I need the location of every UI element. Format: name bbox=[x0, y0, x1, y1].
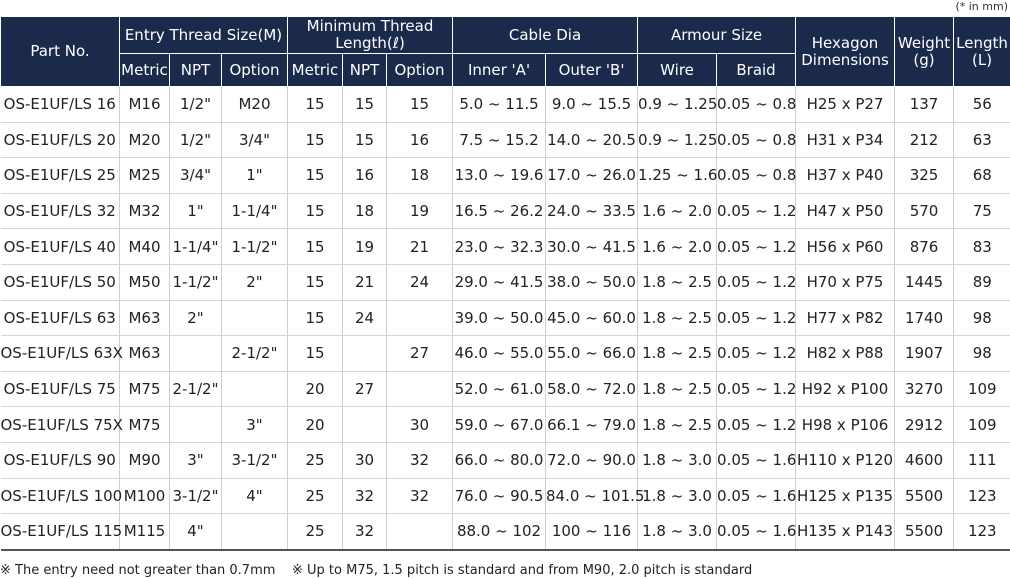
table-cell: 5.0 ~ 11.5 bbox=[453, 87, 546, 123]
col-length: Length (L) bbox=[954, 17, 1010, 87]
table-cell: 0.05 ~ 0.8 bbox=[717, 122, 796, 158]
table-cell: 19 bbox=[387, 193, 453, 229]
table-cell: 98 bbox=[954, 336, 1010, 372]
col-entry-metric: Metric bbox=[120, 54, 170, 87]
table-cell bbox=[387, 371, 453, 407]
table-cell: 83 bbox=[954, 229, 1010, 265]
table-cell: 56 bbox=[954, 87, 1010, 123]
table-cell: 21 bbox=[387, 229, 453, 265]
table-cell: 72.0 ~ 90.0 bbox=[546, 442, 638, 478]
table-cell: 2912 bbox=[895, 407, 954, 443]
table-cell: 23.0 ~ 32.3 bbox=[453, 229, 546, 265]
table-cell bbox=[343, 407, 387, 443]
table-cell: H70 x P75 bbox=[796, 264, 895, 300]
table-cell: 15 bbox=[288, 122, 343, 158]
table-cell: 3" bbox=[222, 407, 288, 443]
table-cell: 4" bbox=[170, 514, 222, 550]
table-cell: 16 bbox=[387, 122, 453, 158]
table-cell: 32 bbox=[387, 442, 453, 478]
col-wire: Wire bbox=[638, 54, 717, 87]
table-cell: OS-E1UF/LS 90 bbox=[1, 442, 120, 478]
table-cell: 0.05 ~ 1.2 bbox=[717, 264, 796, 300]
table-cell: 1" bbox=[222, 158, 288, 194]
table-cell: OS-E1UF/LS 20 bbox=[1, 122, 120, 158]
col-inner: Inner 'A' bbox=[453, 54, 546, 87]
table-row bbox=[1, 336, 1010, 372]
table-cell: 0.05 ~ 1.2 bbox=[717, 407, 796, 443]
table-cell: H37 x P40 bbox=[796, 158, 895, 194]
table-cell: 109 bbox=[954, 407, 1010, 443]
table-cell: 9.0 ~ 15.5 bbox=[546, 87, 638, 123]
footnote-pitch: ※ Up to M75, 1.5 pitch is standard and from M90, 2.0 pitch is standard bbox=[292, 563, 753, 578]
table-cell bbox=[387, 300, 453, 336]
table-cell: 3-1/2" bbox=[170, 478, 222, 514]
table-row bbox=[1, 300, 1010, 336]
table-cell bbox=[343, 336, 387, 372]
table-cell: H135 x P143 bbox=[796, 514, 895, 550]
table-cell: H125 x P135 bbox=[796, 478, 895, 514]
table-cell: 14.0 ~ 20.5 bbox=[546, 122, 638, 158]
table-cell: 0.05 ~ 1.2 bbox=[717, 336, 796, 372]
col-min-option: Option bbox=[387, 54, 453, 87]
table-row bbox=[1, 407, 1010, 443]
table-cell: 0.05 ~ 1.6 bbox=[717, 514, 796, 550]
table-cell: H47 x P50 bbox=[796, 193, 895, 229]
table-cell: M115 bbox=[120, 514, 170, 550]
col-entry-npt: NPT bbox=[170, 54, 222, 87]
table-cell: 5500 bbox=[895, 514, 954, 550]
table-cell: H31 x P34 bbox=[796, 122, 895, 158]
table-cell: 1-1/4" bbox=[170, 229, 222, 265]
table-cell: H92 x P100 bbox=[796, 371, 895, 407]
table-cell: 5500 bbox=[895, 478, 954, 514]
table-cell: 24.0 ~ 33.5 bbox=[546, 193, 638, 229]
table-cell: 1.8 ~ 2.5 bbox=[638, 407, 717, 443]
table-cell: 20 bbox=[288, 371, 343, 407]
table-cell bbox=[387, 514, 453, 550]
col-weight: Weight (g) bbox=[895, 17, 954, 87]
table-cell: 46.0 ~ 55.0 bbox=[453, 336, 546, 372]
col-hexagon: Hexagon Dimensions bbox=[796, 17, 895, 87]
table-cell: 3-1/2" bbox=[222, 442, 288, 478]
table-cell: OS-E1UF/LS 75 bbox=[1, 371, 120, 407]
col-min-npt: NPT bbox=[343, 54, 387, 87]
table-cell: 27 bbox=[387, 336, 453, 372]
table-cell: M40 bbox=[120, 229, 170, 265]
table-cell: 18 bbox=[343, 193, 387, 229]
table-row bbox=[1, 87, 1010, 123]
table-cell: 75 bbox=[954, 193, 1010, 229]
table-cell: 32 bbox=[343, 478, 387, 514]
table-body bbox=[1, 87, 1010, 550]
table-cell: 876 bbox=[895, 229, 954, 265]
table-cell: M100 bbox=[120, 478, 170, 514]
table-row bbox=[1, 158, 1010, 194]
table-cell: 0.05 ~ 0.8 bbox=[717, 87, 796, 123]
table-cell: 32 bbox=[387, 478, 453, 514]
table-cell: 38.0 ~ 50.0 bbox=[546, 264, 638, 300]
table-cell: 58.0 ~ 72.0 bbox=[546, 371, 638, 407]
table-cell: 20 bbox=[288, 407, 343, 443]
table-cell: 7.5 ~ 15.2 bbox=[453, 122, 546, 158]
table-cell: 137 bbox=[895, 87, 954, 123]
table-cell: 3/4" bbox=[222, 122, 288, 158]
table-cell: 123 bbox=[954, 514, 1010, 550]
table-cell: 3/4" bbox=[170, 158, 222, 194]
table-cell: 17.0 ~ 26.0 bbox=[546, 158, 638, 194]
col-entry-option: Option bbox=[222, 54, 288, 87]
table-cell: 18 bbox=[387, 158, 453, 194]
table-row bbox=[1, 371, 1010, 407]
table-cell: 1/2" bbox=[170, 87, 222, 123]
table-cell: 1.8 ~ 2.5 bbox=[638, 371, 717, 407]
table-cell: 0.05 ~ 1.2 bbox=[717, 229, 796, 265]
table-cell: 13.0 ~ 19.6 bbox=[453, 158, 546, 194]
table-cell: 1907 bbox=[895, 336, 954, 372]
table-cell: M20 bbox=[120, 122, 170, 158]
table-cell: OS-E1UF/LS 115 bbox=[1, 514, 120, 550]
table-cell: 27 bbox=[343, 371, 387, 407]
table-cell: 3" bbox=[170, 442, 222, 478]
table-cell: 15 bbox=[343, 122, 387, 158]
table-cell: M75 bbox=[120, 371, 170, 407]
table-cell: 15 bbox=[288, 336, 343, 372]
table-cell: 1.8 ~ 2.5 bbox=[638, 336, 717, 372]
table-cell: 76.0 ~ 90.5 bbox=[453, 478, 546, 514]
table-cell: 15 bbox=[288, 300, 343, 336]
table-cell: H77 x P82 bbox=[796, 300, 895, 336]
table-cell: OS-E1UF/LS 16 bbox=[1, 87, 120, 123]
table-cell: 0.05 ~ 1.2 bbox=[717, 193, 796, 229]
table-cell: 4" bbox=[222, 478, 288, 514]
table-cell: 59.0 ~ 67.0 bbox=[453, 407, 546, 443]
table-cell: OS-E1UF/LS 63 bbox=[1, 300, 120, 336]
table-cell: H82 x P88 bbox=[796, 336, 895, 372]
table-cell: M50 bbox=[120, 264, 170, 300]
table-cell: M16 bbox=[120, 87, 170, 123]
table-cell: 15 bbox=[288, 193, 343, 229]
table-cell: 15 bbox=[288, 158, 343, 194]
table-cell: 16 bbox=[343, 158, 387, 194]
table-cell: 1-1/4" bbox=[222, 193, 288, 229]
table-cell: H56 x P60 bbox=[796, 229, 895, 265]
table-cell: 15 bbox=[288, 87, 343, 123]
table-cell: 52.0 ~ 61.0 bbox=[453, 371, 546, 407]
table-cell: OS-E1UF/LS 40 bbox=[1, 229, 120, 265]
table-cell: 2" bbox=[170, 300, 222, 336]
table-row bbox=[1, 122, 1010, 158]
table-cell bbox=[222, 300, 288, 336]
table-cell: M32 bbox=[120, 193, 170, 229]
table-cell: 2" bbox=[222, 264, 288, 300]
table-cell bbox=[222, 371, 288, 407]
table-cell: OS-E1UF/LS 75X bbox=[1, 407, 120, 443]
table-row bbox=[1, 193, 1010, 229]
table-cell: 0.9 ~ 1.25 bbox=[638, 122, 717, 158]
table-cell: 84.0 ~ 101.5 bbox=[546, 478, 638, 514]
table-cell: 24 bbox=[343, 300, 387, 336]
table-cell: M25 bbox=[120, 158, 170, 194]
table-cell: 1/2" bbox=[170, 122, 222, 158]
table-cell: 0.05 ~ 0.8 bbox=[717, 158, 796, 194]
table-cell: 1.8 ~ 3.0 bbox=[638, 442, 717, 478]
table-cell: 2-1/2" bbox=[222, 336, 288, 372]
table-cell: 1740 bbox=[895, 300, 954, 336]
col-group-entry-thread: Entry Thread Size(M) bbox=[120, 17, 288, 54]
table-cell: M90 bbox=[120, 442, 170, 478]
col-braid: Braid bbox=[717, 54, 796, 87]
table-row bbox=[1, 442, 1010, 478]
table-cell: 29.0 ~ 41.5 bbox=[453, 264, 546, 300]
col-group-min-thread: Minimum Thread Length(ℓ) bbox=[288, 17, 453, 54]
table-cell bbox=[222, 514, 288, 550]
table-cell: OS-E1UF/LS 25 bbox=[1, 158, 120, 194]
table-cell: 3270 bbox=[895, 371, 954, 407]
table-cell: 89 bbox=[954, 264, 1010, 300]
table-cell: 15 bbox=[288, 229, 343, 265]
table-cell: M63 bbox=[120, 300, 170, 336]
table-cell: 0.05 ~ 1.6 bbox=[717, 442, 796, 478]
table-cell: 109 bbox=[954, 371, 1010, 407]
table-cell: 2-1/2" bbox=[170, 371, 222, 407]
table-cell: 212 bbox=[895, 122, 954, 158]
table-cell: 21 bbox=[343, 264, 387, 300]
table-cell: 19 bbox=[343, 229, 387, 265]
table-cell: OS-E1UF/LS 32 bbox=[1, 193, 120, 229]
table-cell: M63 bbox=[120, 336, 170, 372]
table-cell: OS-E1UF/LS 100 bbox=[1, 478, 120, 514]
table-cell: 1.25 ~ 1.6 bbox=[638, 158, 717, 194]
table-cell: 0.05 ~ 1.2 bbox=[717, 300, 796, 336]
table-cell: 1.8 ~ 2.5 bbox=[638, 300, 717, 336]
table-cell: 15 bbox=[288, 264, 343, 300]
table-cell: 55.0 ~ 66.0 bbox=[546, 336, 638, 372]
table-header bbox=[1, 17, 1010, 87]
table-cell: 325 bbox=[895, 158, 954, 194]
footnote-entry: ※ The entry need not greater than 0.7mm bbox=[0, 563, 276, 578]
table-cell: H25 x P27 bbox=[796, 87, 895, 123]
table-cell: 0.9 ~ 1.25 bbox=[638, 87, 717, 123]
table-cell: M20 bbox=[222, 87, 288, 123]
table-cell: 88.0 ~ 102 bbox=[453, 514, 546, 550]
table-cell: 24 bbox=[387, 264, 453, 300]
table-cell: 15 bbox=[387, 87, 453, 123]
table-row bbox=[1, 264, 1010, 300]
table-cell: 1.6 ~ 2.0 bbox=[638, 229, 717, 265]
col-group-armour-size: Armour Size bbox=[638, 17, 796, 54]
table-cell: 1.8 ~ 3.0 bbox=[638, 514, 717, 550]
table-cell: 570 bbox=[895, 193, 954, 229]
table-cell: 63 bbox=[954, 122, 1010, 158]
table-cell: H110 x P120 bbox=[796, 442, 895, 478]
table-cell: 100 ~ 116 bbox=[546, 514, 638, 550]
table-row bbox=[1, 229, 1010, 265]
table-cell: 15 bbox=[343, 87, 387, 123]
table-cell: 25 bbox=[288, 514, 343, 550]
table-cell: M75 bbox=[120, 407, 170, 443]
table-cell bbox=[170, 407, 222, 443]
table-row bbox=[1, 478, 1010, 514]
col-min-metric: Metric bbox=[288, 54, 343, 87]
table-cell: 0.05 ~ 1.2 bbox=[717, 371, 796, 407]
table-cell: 111 bbox=[954, 442, 1010, 478]
table-cell: 123 bbox=[954, 478, 1010, 514]
table-cell: 1.8 ~ 3.0 bbox=[638, 478, 717, 514]
col-group-cable-dia: Cable Dia bbox=[453, 17, 638, 54]
table-cell: 25 bbox=[288, 478, 343, 514]
table-cell: OS-E1UF/LS 63X bbox=[1, 336, 120, 372]
table-cell bbox=[170, 336, 222, 372]
table-cell: 98 bbox=[954, 300, 1010, 336]
table-cell: 30 bbox=[387, 407, 453, 443]
table-cell: H98 x P106 bbox=[796, 407, 895, 443]
table-cell: 39.0 ~ 50.0 bbox=[453, 300, 546, 336]
table-cell: 1445 bbox=[895, 264, 954, 300]
table-cell: 1.6 ~ 2.0 bbox=[638, 193, 717, 229]
footnotes bbox=[0, 562, 1010, 579]
table-cell: 25 bbox=[288, 442, 343, 478]
table-cell: 1-1/2" bbox=[222, 229, 288, 265]
col-outer: Outer 'B' bbox=[546, 54, 638, 87]
table-cell: 66.0 ~ 80.0 bbox=[453, 442, 546, 478]
table-cell: 32 bbox=[343, 514, 387, 550]
table-cell: 45.0 ~ 60.0 bbox=[546, 300, 638, 336]
table-cell: 1-1/2" bbox=[170, 264, 222, 300]
table-row bbox=[1, 514, 1010, 550]
table-cell: OS-E1UF/LS 50 bbox=[1, 264, 120, 300]
table-cell: 16.5 ~ 26.2 bbox=[453, 193, 546, 229]
table-cell: 66.1 ~ 79.0 bbox=[546, 407, 638, 443]
table-cell: 0.05 ~ 1.6 bbox=[717, 478, 796, 514]
spec-table bbox=[0, 16, 1010, 551]
unit-note: (* in mm) bbox=[955, 0, 1008, 13]
table-cell: 4600 bbox=[895, 442, 954, 478]
col-part-no: Part No. bbox=[1, 17, 120, 87]
table-cell: 30.0 ~ 41.5 bbox=[546, 229, 638, 265]
table-cell: 1.8 ~ 2.5 bbox=[638, 264, 717, 300]
table-cell: 68 bbox=[954, 158, 1010, 194]
table-cell: 1" bbox=[170, 193, 222, 229]
table-cell: 30 bbox=[343, 442, 387, 478]
